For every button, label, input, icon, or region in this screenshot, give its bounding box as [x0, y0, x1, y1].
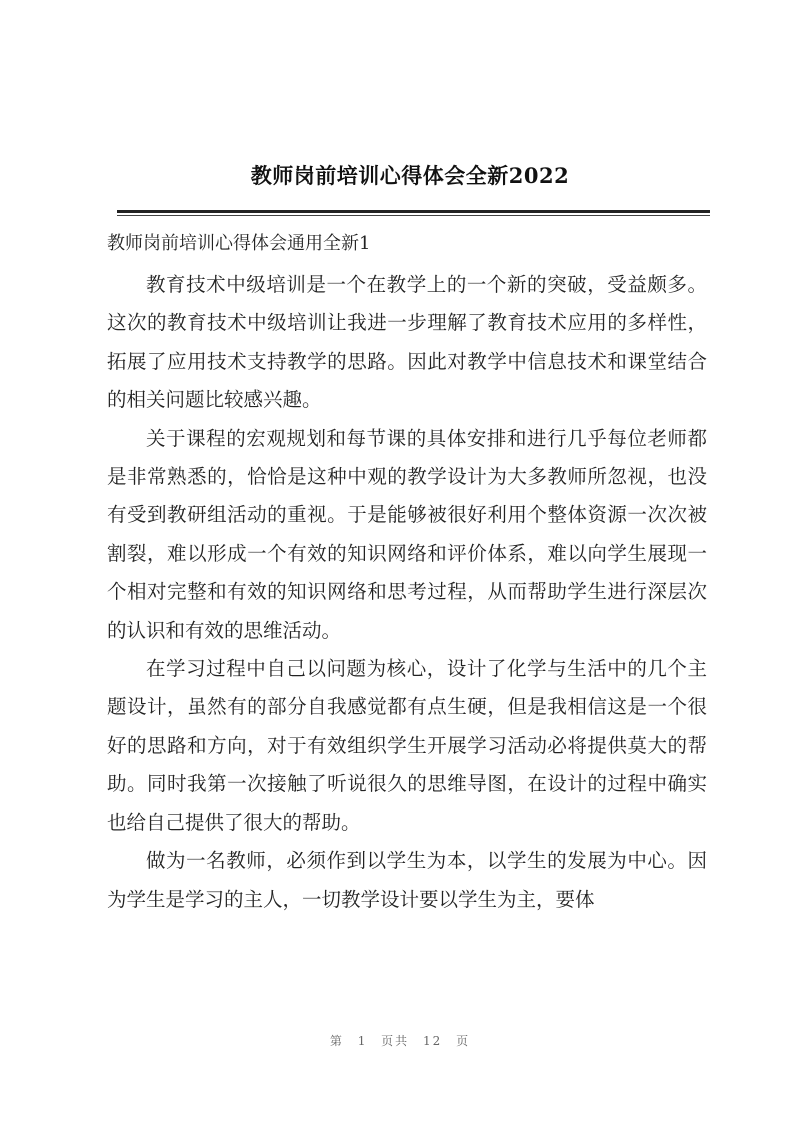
- paragraph-1: 教育技术中级培训是一个在教学上的一个新的突破，受益颇多。这次的教育技术中级培训让我进一步理解了教育技术应用的多样性，拓展了应用技术支持教学的思路。因此对教学中信息技术和课堂结合的相关问题比较感兴趣。: [107, 273, 707, 412]
- footer-page-number: 1: [357, 1034, 368, 1048]
- document-title: 教师岗前培训心得体会全新2022: [250, 163, 570, 188]
- paragraph-2: 关于课程的宏观规划和每节课的具体安排和进行几乎每位老师都是非常熟悉的，恰恰是这种中观的教学设计为大多教师所忽视，也没有受到教研组活动的重视。于是能够被很好利用个整体资源一次次被割裂，难以形成一个有效的知识网络和评价体系，难以向学生展现一个相对完整和有效的知识网络和思考过程，从而帮助学生进行深层次的认识和有效的思维活动。: [107, 426, 707, 642]
- footer-page-mid: 页共: [381, 1034, 410, 1048]
- footer-page-label: 第: [329, 1034, 344, 1048]
- title-divider: [117, 210, 710, 213]
- document-body: [107, 266, 707, 919]
- page-footer: [0, 1032, 800, 1049]
- paragraph-3: 在学习过程中自己以问题为核心，设计了化学与生活中的几个主题设计，虽然有的部分自我感觉都有点生硬，但是我相信这是一个很好的思路和方向，对于有效组织学生开展学习活动必将提供莫大的帮助。同时我第一次接触了听说很久的思维导图，在设计的过程中确实也给自己提供了很大的帮助。: [107, 657, 707, 834]
- footer-page-end: 页: [456, 1034, 471, 1048]
- section-subtitle: 教师岗前培训心得体会通用全新1: [107, 233, 371, 254]
- footer-page-total: 12: [423, 1034, 443, 1048]
- paragraph-4: 做为一名教师，必须作到以学生为本，以学生的发展为中心。因为学生是学习的主人，一切教学设计要以学生为主，要体: [107, 849, 707, 911]
